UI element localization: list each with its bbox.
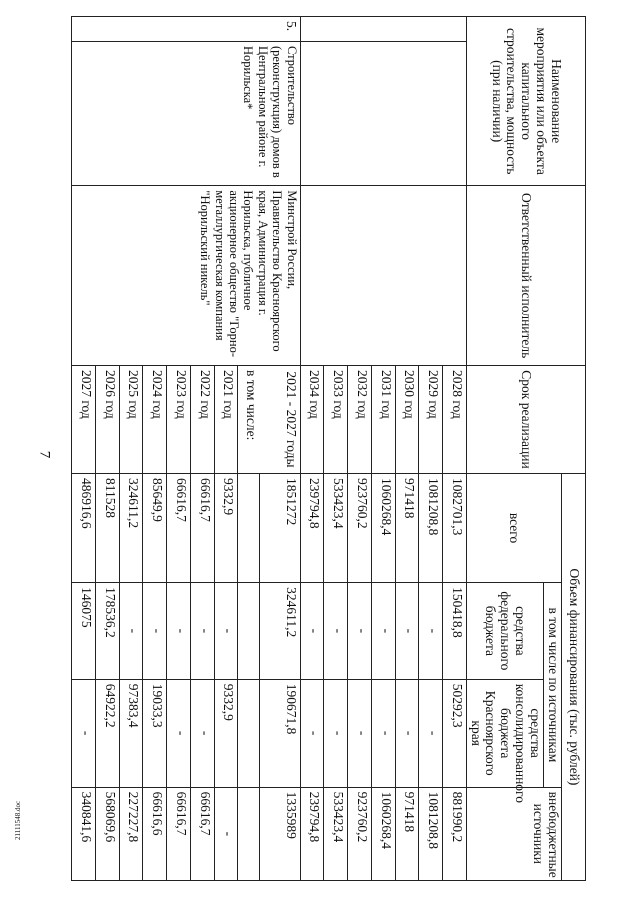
rows-prev-item xyxy=(300,17,466,881)
cell-regional: - xyxy=(395,679,419,787)
cell-year: 2032 год xyxy=(348,365,372,473)
item-federal: 324611,2 xyxy=(260,583,300,680)
cell-year: 2034 год xyxy=(300,365,324,473)
cell-regional: - xyxy=(371,679,395,787)
cell-federal: - xyxy=(371,583,395,680)
cell-regional: - xyxy=(300,679,324,787)
cell-extra: - xyxy=(214,787,238,880)
header-including: в том числе по источникам xyxy=(544,583,562,788)
cell-regional: - xyxy=(72,679,96,787)
cell-federal: - xyxy=(395,583,419,680)
empty-num-cell xyxy=(300,17,466,42)
item-term: 2021 - 2027 годы xyxy=(260,365,300,473)
cell-federal: 150418,8 xyxy=(443,583,467,680)
funding-table xyxy=(71,16,586,881)
item-regional: 190671,8 xyxy=(260,679,300,787)
cell-federal: 146075 xyxy=(72,583,96,680)
cell-regional: 97383,4 xyxy=(119,679,143,787)
cell-federal: - xyxy=(167,583,191,680)
rotated-table-wrapper xyxy=(71,16,586,881)
cell-year: 2024 год xyxy=(143,365,167,473)
cell-regional: - xyxy=(190,679,214,787)
header-funding: Объем финансирования (тыс. рублей) xyxy=(562,473,586,880)
cell-total: 66616,7 xyxy=(190,473,214,582)
cell-regional: - xyxy=(324,679,348,787)
cell-total: 1060268,4 xyxy=(371,473,395,582)
header-federal: средства федерального бюджета xyxy=(466,583,543,680)
cell-extra: 227227,8 xyxy=(119,787,143,880)
cell-total: 324611,2 xyxy=(119,473,143,582)
cell-extra: 1060268,4 xyxy=(371,787,395,880)
header-executor: Ответственный исполнитель xyxy=(466,186,585,366)
cell-total: 85649,9 xyxy=(143,473,167,582)
cell-total: 66616,7 xyxy=(167,473,191,582)
table-row xyxy=(443,17,467,881)
cell-federal: - xyxy=(300,583,324,680)
cell-regional: 19033,3 xyxy=(143,679,167,787)
empty-executor-cell xyxy=(300,186,466,366)
cell-federal: - xyxy=(419,583,443,680)
cell-federal: - xyxy=(348,583,372,680)
cell-federal: 178536,2 xyxy=(95,583,119,680)
cell-total: 923760,2 xyxy=(348,473,372,582)
cell-extra: 1081208,8 xyxy=(419,787,443,880)
cell-extra: 239794,8 xyxy=(300,787,324,880)
cell-year: 2028 год xyxy=(443,365,467,473)
cell-federal: - xyxy=(324,583,348,680)
header-regional: средства консолидированного бюджета Красноярского края xyxy=(466,679,543,787)
footer-code: 21111548.doc xyxy=(14,800,22,840)
cell-year: 2021 год xyxy=(214,365,238,473)
cell-extra: 971418 xyxy=(395,787,419,880)
cell-year: 2033 год xyxy=(324,365,348,473)
item-total: 1851272 xyxy=(260,473,300,582)
cell-total: 533423,4 xyxy=(324,473,348,582)
cell-regional: 50292,3 xyxy=(443,679,467,787)
cell-regional: 64922,2 xyxy=(95,679,119,787)
header-total: всего xyxy=(466,473,561,582)
cell-total: 486916,6 xyxy=(72,473,96,582)
empty-name-cell xyxy=(300,42,466,186)
item-executor: Минстрой России, Правительство Красноярского края, Администрация г. Норильска, публичное акционерное общество "Горно-металлургическая компания "Норильский никель" xyxy=(72,186,301,366)
cell-extra: 533423,4 xyxy=(324,787,348,880)
item-number: 5. xyxy=(72,17,301,42)
page-number: 7 xyxy=(36,450,53,459)
cell-total: 811528 xyxy=(95,473,119,582)
cell-year: 2025 год xyxy=(119,365,143,473)
cell-total: 1081208,8 xyxy=(419,473,443,582)
cell-extra: 66616,6 xyxy=(143,787,167,880)
header-extra: внебюджетные источники xyxy=(466,787,561,880)
cell-federal: - xyxy=(143,583,167,680)
cell-extra: 881990,2 xyxy=(443,787,467,880)
cell-year: 2026 год xyxy=(95,365,119,473)
header-term: Срок реализации xyxy=(466,365,585,473)
cell-year: 2022 год xyxy=(190,365,214,473)
cell-year: 2027 год xyxy=(72,365,96,473)
cell-extra: 568069,6 xyxy=(95,787,119,880)
cell-total: 9332,9 xyxy=(214,473,238,582)
cell-extra: 66616,7 xyxy=(190,787,214,880)
cell-total: 971418 xyxy=(395,473,419,582)
cell-year: 2029 год xyxy=(419,365,443,473)
cell-federal: - xyxy=(119,583,143,680)
cell-year: 2031 год xyxy=(371,365,395,473)
cell-total: 239794,8 xyxy=(300,473,324,582)
cell-year: 2030 год xyxy=(395,365,419,473)
cell-extra: 340841,6 xyxy=(72,787,96,880)
cell-regional: - xyxy=(419,679,443,787)
cell-federal: - xyxy=(190,583,214,680)
rows-item-5 xyxy=(72,17,301,881)
cell-extra: 66616,7 xyxy=(167,787,191,880)
cell-extra: 923760,2 xyxy=(348,787,372,880)
cell-regional: 9332,9 xyxy=(214,679,238,787)
cell-federal: - xyxy=(214,583,238,680)
cell-year: 2023 год xyxy=(167,365,191,473)
cell-regional: - xyxy=(348,679,372,787)
item-name: Строительство (реконструкция) домов в Центральном районе г. Норильска* xyxy=(72,42,301,186)
item-extra: 1335989 xyxy=(260,787,300,880)
header-name: Наименование мероприятия или объекта капитального строительства, мощность (при наличии) xyxy=(466,17,585,186)
cell-regional: - xyxy=(167,679,191,787)
cell-total: 1082701,3 xyxy=(443,473,467,582)
including-label: в том числе: xyxy=(238,365,260,473)
